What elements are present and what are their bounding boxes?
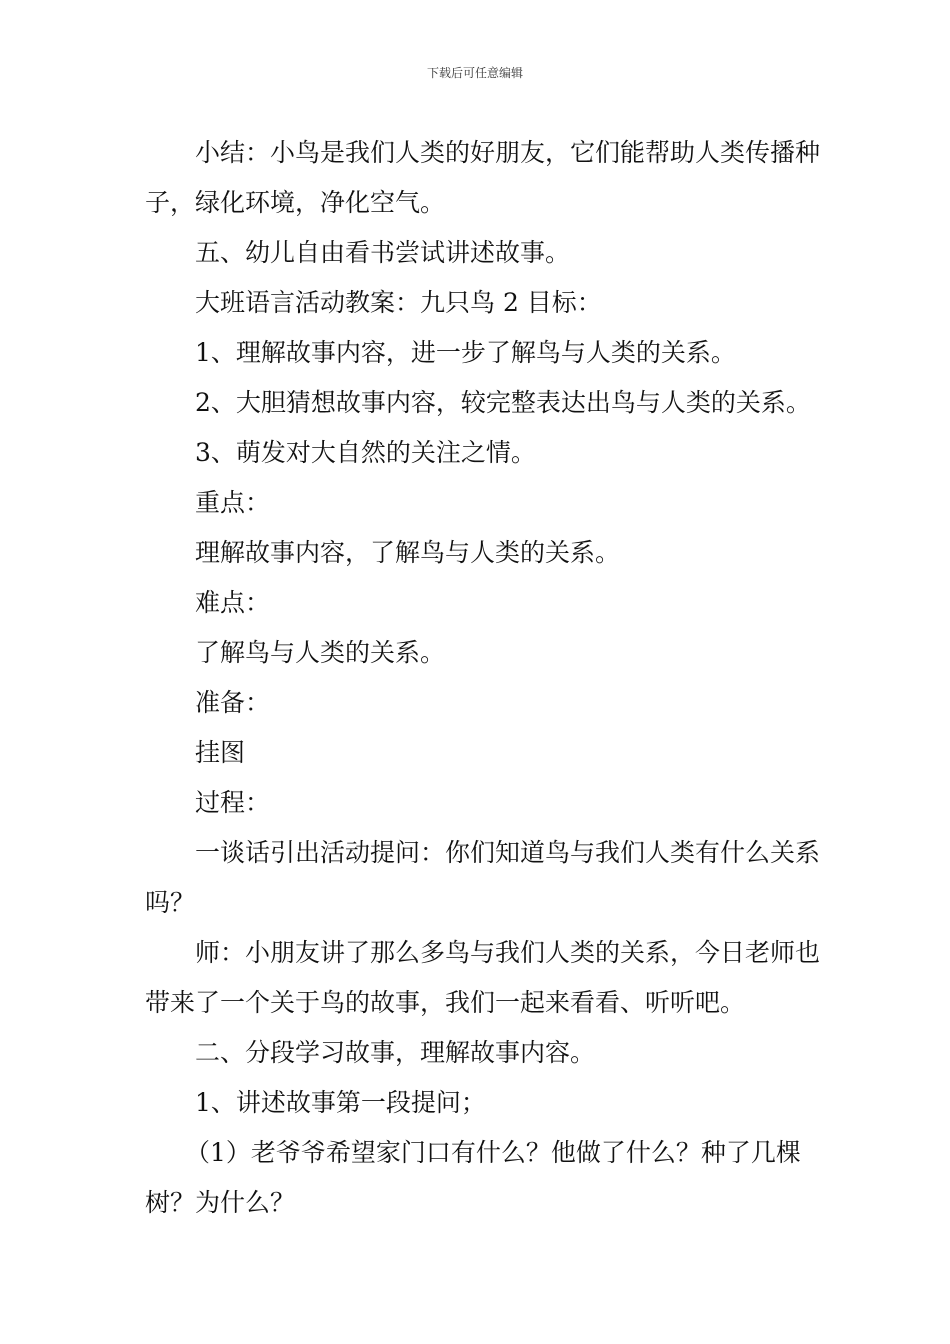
- paragraph-goal-1: 1、理解故事内容，进一步了解鸟与人类的关系。: [195, 338, 736, 367]
- paragraph-question-1: （1）老爷爷希望家门口有什么？他做了什么？种了几棵树？为什么？: [145, 1138, 801, 1217]
- paragraph-process-step-2: 二、分段学习故事，理解故事内容。: [195, 1038, 596, 1067]
- paragraph-lesson-title: 大班语言活动教案：九只鸟 2 目标：: [195, 288, 602, 317]
- paragraph-summary: 小结：小鸟是我们人类的好朋友，它们能帮助人类传播种子，绿化环境，净化空气。: [145, 138, 821, 217]
- paragraph-key-point: 理解故事内容，了解鸟与人类的关系。: [195, 538, 621, 567]
- page-header: 下载后可任意编辑: [426, 66, 523, 80]
- paragraph-key-point-label: 重点：: [195, 488, 271, 517]
- paragraph-process-step-1: 一谈话引出活动提问：你们知道鸟与我们人类有什么关系吗？: [145, 838, 821, 917]
- paragraph-difficulty: 了解鸟与人类的关系。: [195, 638, 446, 667]
- paragraph-step-five: 五、幼儿自由看书尝试讲述故事。: [195, 238, 571, 267]
- paragraph-goal-2: 2、大胆猜想故事内容，较完整表达出鸟与人类的关系。: [195, 388, 811, 417]
- paragraph-preparation: 挂图: [195, 738, 246, 767]
- paragraph-story-part-1: 1、讲述故事第一段提问；: [195, 1088, 486, 1117]
- paragraph-difficulty-label: 难点：: [195, 588, 271, 617]
- paragraph-goal-3: 3、萌发对大自然的关注之情。: [195, 438, 536, 467]
- document-body: [145, 128, 820, 1228]
- paragraph-preparation-label: 准备：: [195, 688, 271, 717]
- paragraph-process-label: 过程：: [195, 788, 271, 817]
- paragraph-teacher-talk: 师：小朋友讲了那么多鸟与我们人类的关系，今日老师也带来了一个关于鸟的故事，我们一起来看看、听听吧。: [145, 938, 821, 1017]
